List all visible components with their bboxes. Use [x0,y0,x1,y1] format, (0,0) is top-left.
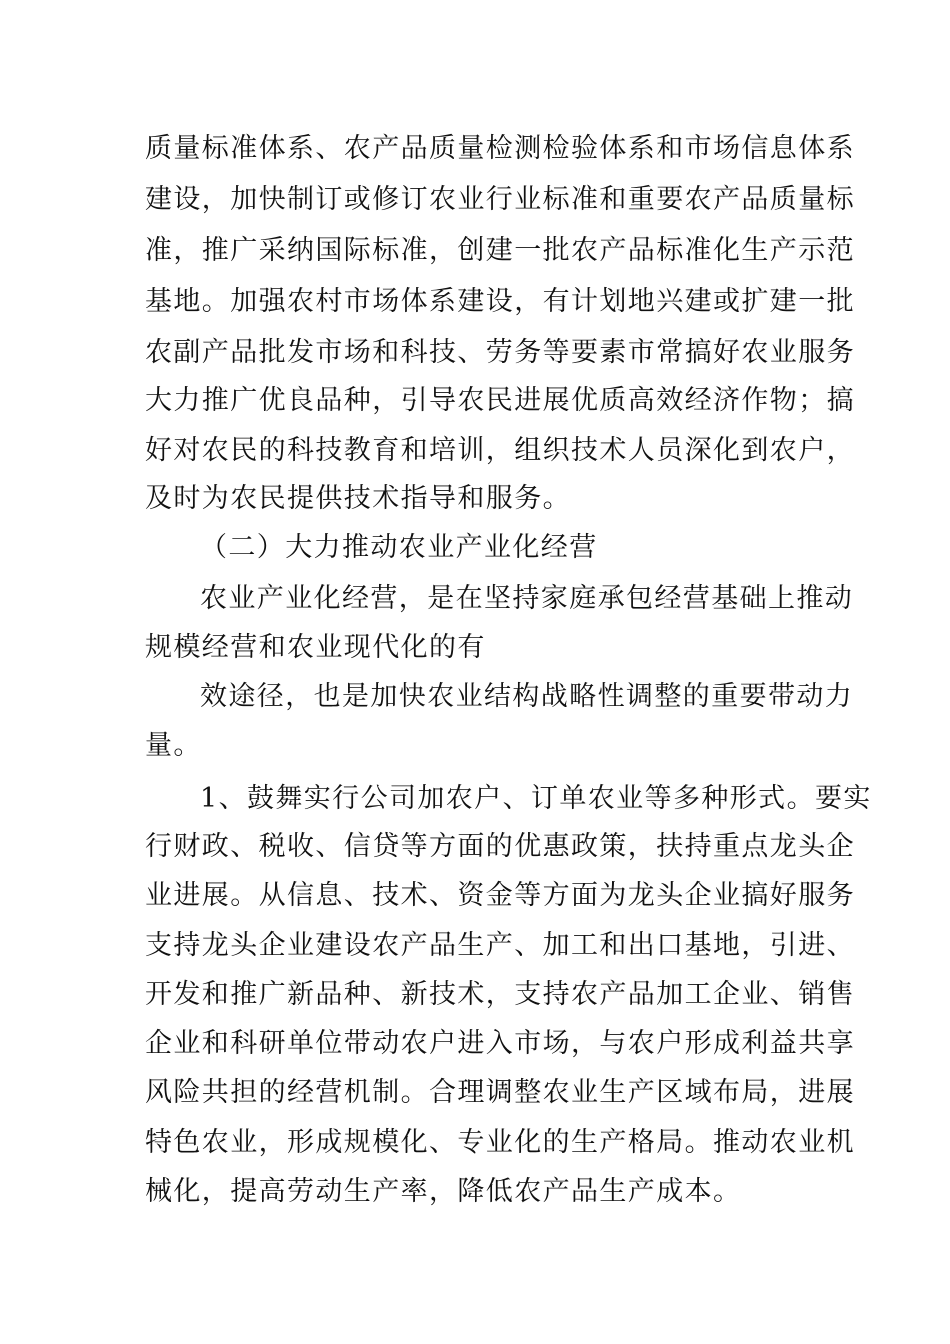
text-line: 企业和科研单位带动农户进入市场，与农户形成利益共享 [145,1028,855,1059]
text-line: 效途径，也是加快农业结构战略性调整的重要带动力 [200,681,854,712]
text-line: 准，推广采纳国际标准，创建一批农产品标准化生产示范 [145,235,855,266]
text-line: 及时为农民提供技术指导和服务。 [145,483,571,514]
text-line: 业进展。从信息、技术、资金等方面为龙头企业搞好服务 [145,880,855,911]
text-line: 农副产品批发市场和科技、劳务等要素市常搞好农业服务 [145,337,855,368]
text-line: 行财政、税收、信贷等方面的优惠政策，扶持重点龙头企 [145,831,855,862]
text-line: 质量标准体系、农产品质量检测检验体系和市场信息体系 [145,133,855,164]
text-line: 1、鼓舞实行公司加农户、订单农业等多种形式。要实 [200,783,872,814]
text-line: 特色农业，形成规模化、专业化的生产格局。推动农业机 [145,1127,855,1158]
text-line: 农业产业化经营，是在坚持家庭承包经营基础上推动 [200,583,854,614]
text-line: 基地。加强农村市场体系建设，有计划地兴建或扩建一批 [145,286,855,317]
section-heading: （二）大力推动农业产业化经营 [200,532,598,563]
text-line: 风险共担的经营机制。合理调整农业生产区域布局，进展 [145,1077,855,1108]
text-line: 械化，提高劳动生产率，降低农产品生产成本。 [145,1176,742,1207]
text-line: 建设，加快制订或修订农业行业标准和重要农产品质量标 [145,184,855,215]
text-line: 开发和推广新品种、新技术，支持农产品加工企业、销售 [145,979,855,1010]
text-line: 支持龙头企业建设农产品生产、加工和出口基地，引进、 [145,930,855,961]
text-line: 量。 [145,730,202,761]
text-line: 大力推广优良品种，引导农民进展优质高效经济作物；搞 [145,385,855,416]
text-line: 好对农民的科技教育和培训，组织技术人员深化到农户， [145,435,855,466]
text-line: 规模经营和农业现代化的有 [145,632,486,663]
